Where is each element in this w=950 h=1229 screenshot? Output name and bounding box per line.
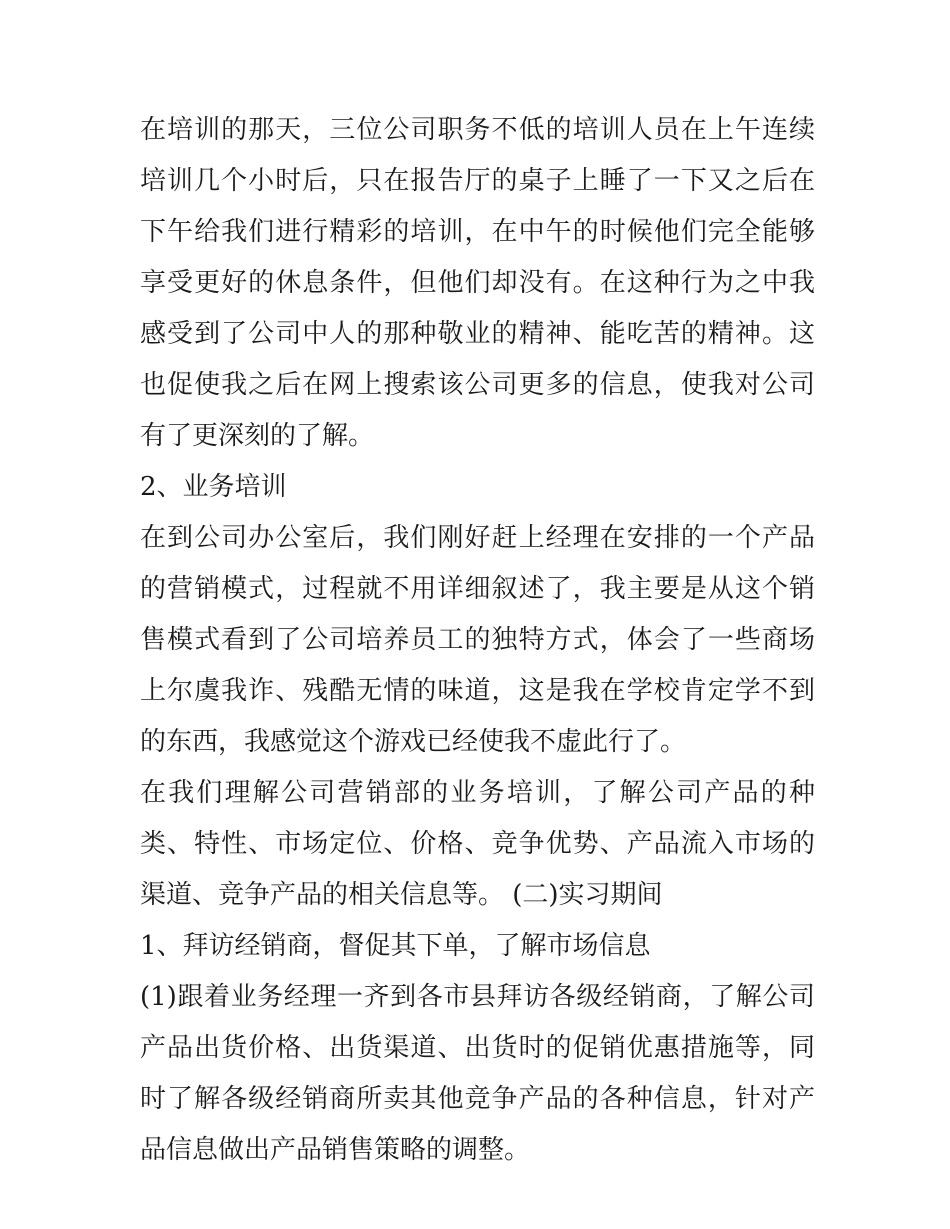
- heading-business-training: 2、业务培训: [140, 472, 287, 502]
- paragraph-visit-details: (1)跟着业务经理一齐到各市县拜访各级经销商，了解公司产品出货价格、出货渠道、出货时的促销优惠措施等，同时了解各级经销商所卖其他竞争产品的各种信息，针对产品信息做出产品销售策略的调整。: [140, 982, 815, 1165]
- paragraph-marketing-model: 在到公司办公室后，我们刚好赶上经理在安排的一个产品的营销模式，过程就不用详细叙述了，我主要是从这个销售模式看到了公司培养员工的独特方式，体会了一些商场上尔虞我诈、残酷无情的味道，这是我在学校肯定学不到的东西，我感觉这个游戏已经使我不虚此行了。: [140, 523, 815, 757]
- document-body: [140, 105, 815, 1176]
- heading-visit-distributors: 1、拜访经销商，督促其下单，了解市场信息: [140, 931, 651, 961]
- paragraph-product-knowledge: 在我们理解公司营销部的业务培训，了解公司产品的种类、特性、市场定位、价格、竞争优势、产品流入市场的渠道、竞争产品的相关信息等。 (二)实习期间: [140, 778, 815, 910]
- paragraph-training-day: 在培训的那天，三位公司职务不低的培训人员在上午连续培训几个小时后，只在报告厅的桌子上睡了一下又之后在下午给我们进行精彩的培训，在中午的时候他们完全能够享受更好的休息条件，但他们却没有。在这种行为之中我感受到了公司中人的那种敬业的精神、能吃苦的精神。这也促使我之后在网上搜索该公司更多的信息，使我对公司有了更深刻的了解。: [140, 115, 815, 451]
